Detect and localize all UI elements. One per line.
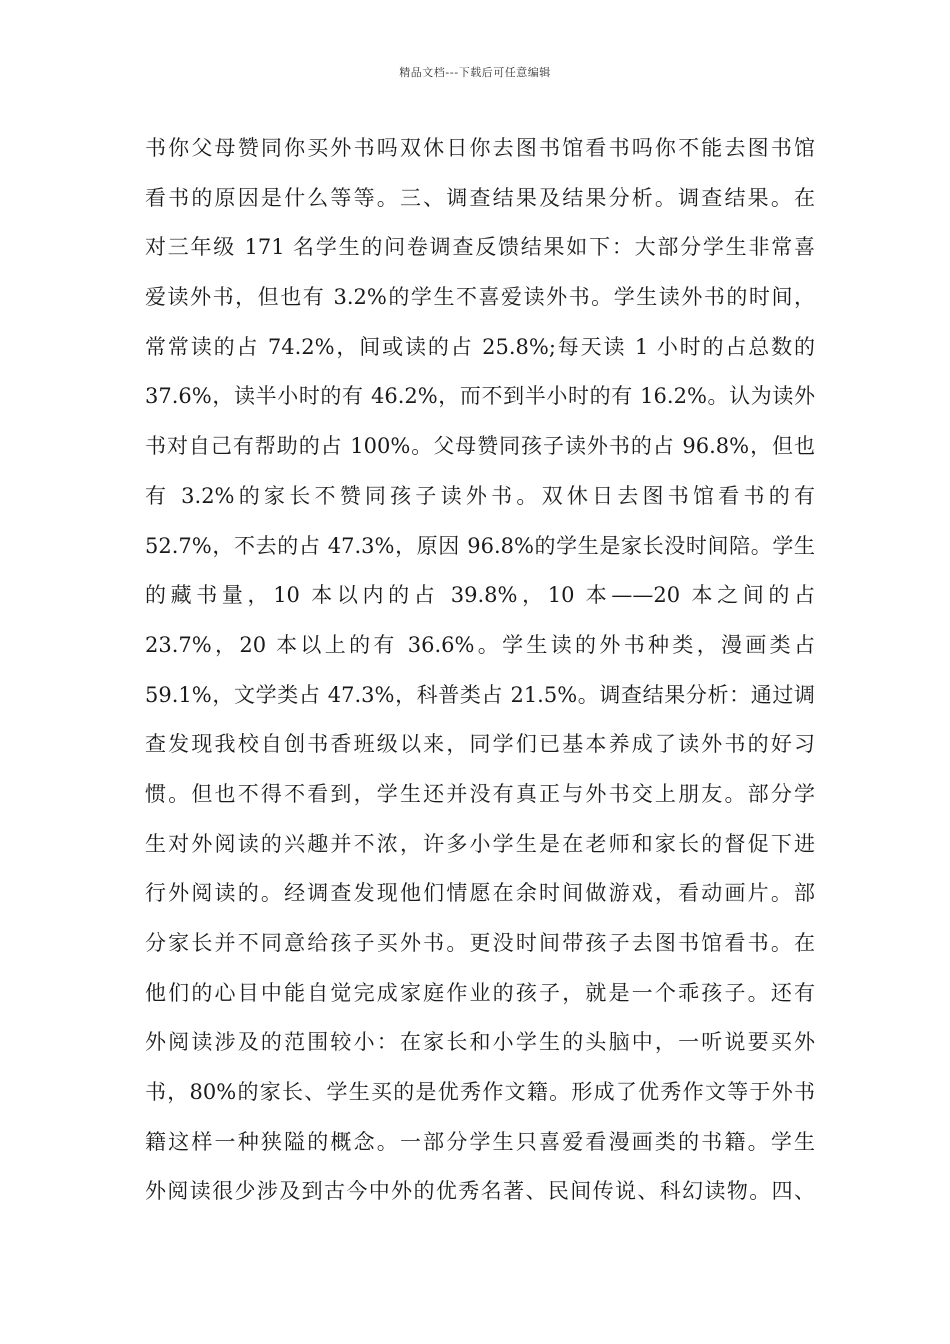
text-line: 分家长并不同意给孩子买外书。更没时间带孩子去图书馆看书。在 bbox=[145, 931, 815, 955]
text-line: 59.1%，文学类占 47.3%，科普类占 21.5%。调查结果分析：通过调 bbox=[145, 682, 815, 707]
text-line: 书你父母赞同你买外书吗双休日你去图书馆看书吗你不能去图书馆 bbox=[145, 136, 815, 160]
text-line: 52.7%，不去的占 47.3%，原因 96.8%的学生是家长没时间陪。学生 bbox=[145, 533, 815, 558]
text-line: 行外阅读的。经调查发现他们情愿在余时间做游戏，看动画片。部 bbox=[145, 881, 815, 906]
text-line: 常常读的占 74.2%，间或读的占 25.8%;每天读 1 小时的占总数的 bbox=[145, 334, 815, 359]
text-line: 的藏书量，10 本以内的占 39.8%，10 本——20 本之间的占 bbox=[145, 583, 815, 608]
text-line: 书，80%的家长、学生买的是优秀作文籍。形成了优秀作文等于外书 bbox=[145, 1080, 815, 1105]
text-line: 看书的原因是什么等等。三、调查结果及结果分析。调查结果。在 bbox=[145, 185, 815, 210]
body-text bbox=[145, 124, 815, 1217]
text-line: 37.6%，读半小时的有 46.2%，而不到半小时的有 16.2%。认为读外 bbox=[145, 384, 815, 409]
text-line: 23.7%，20 本以上的有 36.6%。学生读的外书种类，漫画类占 bbox=[145, 632, 815, 657]
text-line: 有 3.2%的家长不赞同孩子读外书。双休日去图书馆看书的有 bbox=[145, 483, 815, 508]
page-header: 精品文档---下载后可任意编辑 bbox=[399, 66, 551, 79]
text-line: 书对自己有帮助的占 100%。父母赞同孩子读外书的占 96.8%，但也 bbox=[145, 434, 815, 459]
text-line: 爱读外书，但也有 3.2%的学生不喜爱读外书。学生读外书的时间， bbox=[145, 285, 815, 310]
text-line: 对三年级 171 名学生的问卷调查反馈结果如下：大部分学生非常喜 bbox=[145, 235, 815, 260]
text-line: 籍这样一种狭隘的概念。一部分学生只喜爱看漫画类的书籍。学生 bbox=[145, 1129, 815, 1154]
text-line: 生对外阅读的兴趣并不浓，许多小学生是在老师和家长的督促下进 bbox=[145, 831, 815, 856]
text-line: 外阅读很少涉及到古今中外的优秀名著、民间传说、科幻读物。四、 bbox=[145, 1179, 815, 1204]
text-line: 惯。但也不得不看到，学生还并没有真正与外书交上朋友。部分学 bbox=[145, 781, 815, 806]
text-line: 查发现我校自创书香班级以来，同学们已基本养成了读外书的好习 bbox=[145, 732, 815, 757]
text-line: 他们的心目中能自觉完成家庭作业的孩子，就是一个乖孩子。还有 bbox=[145, 980, 815, 1005]
text-line: 外阅读涉及的范围较小：在家长和小学生的头脑中，一听说要买外 bbox=[145, 1030, 815, 1055]
